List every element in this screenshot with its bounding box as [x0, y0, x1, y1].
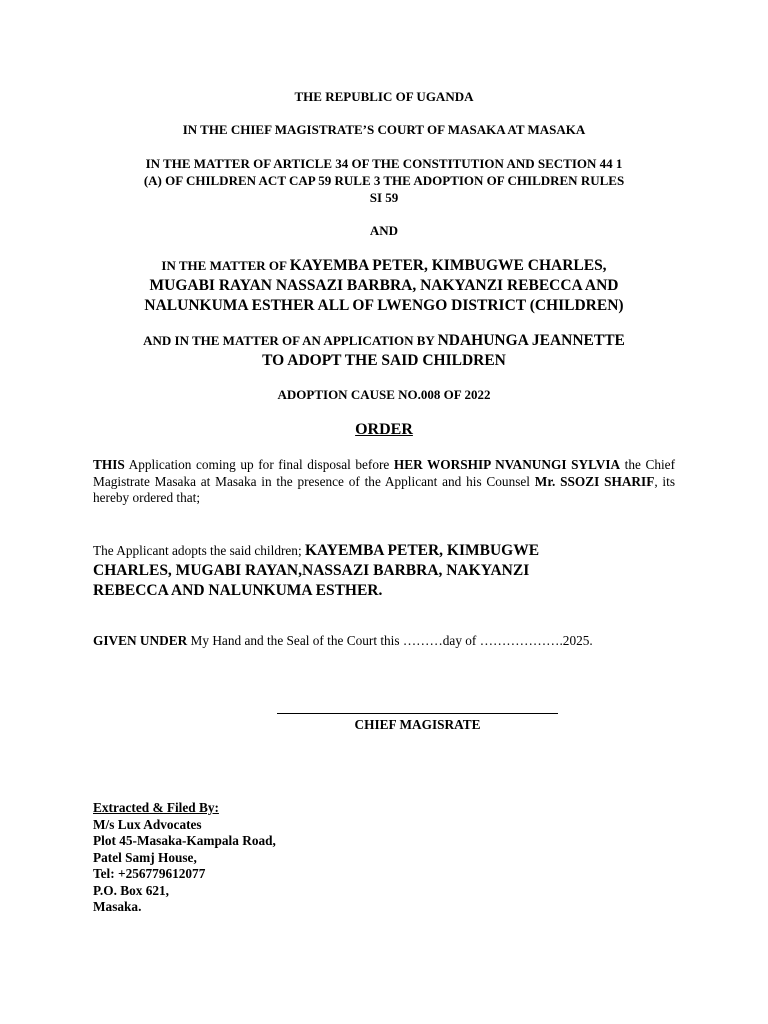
children-names-line-3: NALUNKUMA ESTHER ALL OF LWENGO DISTRICT (CHILDREN) [144, 297, 624, 314]
adopted-children-line-2: CHARLES, MUGABI RAYAN,NASSAZI BARBRA, NAKYANZI [93, 562, 530, 579]
order-text-1: Application coming up for final disposal before [124, 457, 394, 472]
filer-block [93, 800, 276, 916]
children-names-line-1: KAYEMBA PETER, KIMBUGWE CHARLES, [289, 257, 607, 274]
given-under-paragraph [93, 633, 675, 649]
application-prefix: AND IN THE MATTER OF AN APPLICATION BY [143, 333, 438, 348]
court-heading: IN THE CHIEF MAGISTRATE’S COURT OF MASAKA AT MASAKA [182, 122, 586, 137]
matter-article-line-3: SI 59 [369, 190, 399, 205]
filer-telephone: Tel: +256779612077 [93, 866, 206, 881]
this-word: THIS [93, 457, 125, 472]
order-paragraph [93, 457, 675, 507]
and-heading: AND [369, 223, 399, 238]
signature-line [277, 713, 558, 714]
magistrate-name: HER WORSHIP NVANUNGI SYLVIA [393, 457, 621, 472]
filer-po-box: P.O. Box 621, [93, 882, 169, 898]
filer-house: Patel Samj House, [93, 849, 197, 865]
matter-article-line-1: IN THE MATTER OF ARTICLE 34 OF THE CONSTITUTION AND SECTION 44 1 [145, 156, 623, 171]
given-under-text: My Hand and the Seal of the Court this ………day of ……………….2025. [187, 633, 593, 648]
children-names-line-2: MUGABI RAYAN NASSAZI BARBRA, NAKYANZI REBECCA AND [149, 277, 619, 294]
application-heading [93, 331, 675, 371]
adopted-children-line-3: REBECCA AND NALUNKUMA ESTHER. [93, 582, 383, 599]
adoption-prefix: The Applicant adopts the said children; [93, 543, 305, 558]
adoption-paragraph [93, 541, 675, 601]
counsel-name: Mr. SSOZI SHARIF [534, 473, 655, 489]
order-text-3: , its hereby ordered that; [93, 473, 675, 505]
filer-heading: Extracted & Filed By: [93, 800, 219, 815]
order-title-text: ORDER [355, 421, 413, 438]
matter-article-line-2: (A) OF CHILDREN ACT CAP 59 RULE 3 THE ADOPTION OF CHILDREN RULES [143, 173, 625, 188]
republic-heading: THE REPUBLIC OF UGANDA [294, 89, 474, 104]
cause-number: ADOPTION CAUSE NO.008 OF 2022 [277, 387, 491, 402]
matter-article-heading [93, 155, 675, 206]
order-title [93, 421, 675, 439]
application-purpose: TO ADOPT THE SAID CHILDREN [262, 352, 506, 369]
given-under-label: GIVEN UNDER [93, 633, 188, 648]
order-text-2: the Chief Magistrate Masaka at Masaka in the presence of the Applicant and his Counsel [93, 457, 676, 489]
matter-children-heading [93, 256, 675, 316]
matter-children-prefix: IN THE MATTER OF [161, 258, 290, 273]
filer-town: Masaka. [93, 899, 142, 914]
filer-firm: M/s Lux Advocates [93, 816, 202, 832]
signature-title: CHIEF MAGISRATE [354, 717, 481, 732]
filer-plot: Plot 45-Masaka-Kampala Road, [93, 833, 276, 848]
adopted-children-line-1: KAYEMBA PETER, KIMBUGWE [304, 542, 540, 559]
applicant-name: NDAHUNGA JEANNETTE [437, 332, 625, 349]
